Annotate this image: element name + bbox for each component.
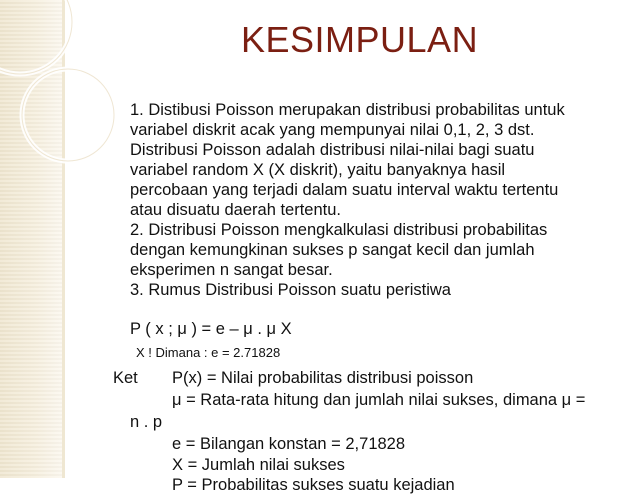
body-line: dengan kemungkinan sukses p sangat kecil dan jumlah [130,241,535,259]
ket-line: n . p [130,413,163,431]
body-text [130,100,610,300]
body-line: variabel diskrit acak yang mempunyai nilai 0,1, 2, 3 dst. [130,121,535,139]
body-line: 3. Rumus Distribusi Poisson suatu peristiwa [130,281,451,299]
ket-line: P(x) = Nilai probabilitas distribusi poisson [172,369,474,387]
body-line: Distribusi Poisson adalah distribusi nilai-nilai bagi suatu [130,141,535,159]
slide-title: KESIMPULAN [241,19,479,60]
body-line: percobaan yang terjadi dalam suatu interval waktu tertentu [130,181,559,199]
body-line: variabel random X (X diskrit), yaitu banyaknya hasil [130,161,506,179]
body-line: 1. Distibusi Poisson merupakan distribusi probabilitas untuk [130,101,565,119]
formula-note: X ! Dimana : e = 2.71828 [136,345,281,360]
body-line: eksperimen n sangat besar. [130,261,333,279]
ket-line: P = Probabilitas sukses suatu kejadian [172,476,455,494]
ket-label: Ket [113,369,138,387]
body-line: 2. Distribusi Poisson mengkalkulasi distribusi probabilitas [130,221,548,239]
ket-line: μ = Rata-rata hitung dan jumlah nilai sukses, dimana μ = [172,391,586,409]
ket-line: e = Bilangan konstan = 2,71828 [172,435,406,453]
ket-line: X = Jumlah nilai sukses [172,456,345,474]
poisson-formula: P ( x ; μ ) = e – μ . μ X [130,320,292,338]
body-line: atau disuatu daerah tertentu. [130,201,341,219]
